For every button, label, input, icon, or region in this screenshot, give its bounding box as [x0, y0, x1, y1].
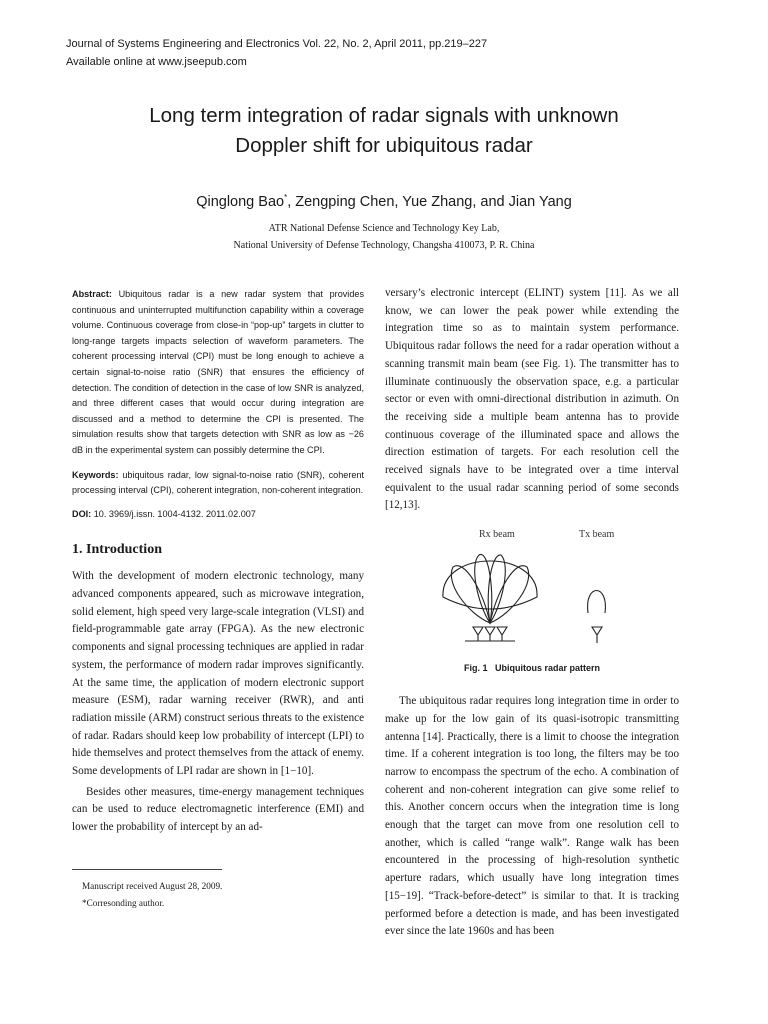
- author-list: [0, 193, 768, 210]
- keywords: [72, 468, 364, 499]
- right-paragraph-2: The ubiquitous radar requires long integration time in order to make up for the low gain of its quasi-isotropic transmitting antenna [14]. Practically, there is a limit to choose the integration time. If a coherent integration is too long, the filters may be too narrow to encompass the spectrum of the echo. A combination of coherent and non-coherent integration can give some relief to this. Another concern occurs when the integration time is long enough that the target can move from one resolution cell to another, which is called “range walk”. Range walk has been encountered in the processing of high-resolution synthetic aperture radars, which usually have long integration times [15−19]. “Track-before-detect” is similar to that. It is tracking performed before a detection is made, and has been investigated ever since the late 1960s and has been: [385, 695, 679, 938]
- author-first: Qinglong Bao: [196, 193, 285, 210]
- footnote-rule: [72, 869, 222, 870]
- footnote-corresponding: *Corresonding author.: [82, 898, 165, 908]
- rx-antenna-array: [465, 627, 515, 641]
- abstract: [72, 287, 364, 459]
- left-column: [72, 287, 364, 837]
- affiliation-line-2: National University of Defense Technology, Changsha 410073, P. R. China: [233, 240, 535, 251]
- figure-1: [385, 525, 679, 690]
- paper-title: [0, 101, 768, 161]
- footnote-received: Manuscript received August 28, 2009.: [82, 881, 223, 891]
- rx-lobe-1: [451, 566, 490, 623]
- figure-caption: [385, 663, 679, 673]
- title-line-2: Doppler shift for ubiquitous radar: [235, 134, 533, 157]
- affiliation: [0, 220, 768, 254]
- radar-pattern-diagram: [385, 525, 679, 660]
- intro-paragraph-1: With the development of modern electronic technology, many advanced components appeared, such as microwave integration, solid element, high speed very large-scale integration (VLSI) and field-programmable gate array (FPGA). As the new electronic components and signal processing techniques are applied in radar system, the performance of modern radar improves significantly. At the same time, the application of modern electronic support measure (ESM), radar warning receiver (RWR), and anti radiation missile (ARM) construct serious threats to the existence of radar. Radars should keep low probability of intercept (LPI) to hide themselves and protect themselves from the attack of enemy. Some developments of LPI radar are shown in [1−10].: [72, 570, 364, 778]
- title-line-1: Long term integration of radar signals with unknown: [149, 104, 619, 127]
- intro-paragraph-2: Besides other measures, time-energy management techniques can be used to reduce electromagnetic interference (EMI) and lower the probability of intercept by an ad-: [72, 785, 364, 834]
- doi-text: 10. 3969/j.issn. 1004-4132. 2011.02.007: [91, 508, 256, 519]
- doi: [72, 507, 364, 523]
- tx-beam-label: Tx beam: [579, 529, 615, 541]
- right-column: [385, 285, 679, 941]
- rx-envelope: [443, 561, 537, 609]
- journal-citation: Journal of Systems Engineering and Electronics Vol. 22, No. 2, April 2011, pp.219–227: [66, 38, 488, 50]
- rx-beam-label: Rx beam: [479, 529, 515, 541]
- corresponding-mark: *: [284, 193, 288, 202]
- keywords-label: Keywords:: [72, 469, 119, 480]
- doi-label: DOI:: [72, 508, 92, 519]
- section-heading-introduction: 1. Introduction: [72, 542, 162, 558]
- figure-caption-label: Fig. 1: [463, 663, 488, 674]
- rx-lobe-4: [490, 566, 529, 623]
- figure-caption-text: Ubiquitous radar pattern: [495, 663, 601, 674]
- keywords-text: ubiquitous radar, low signal-to-noise ratio (SNR), coherent processing interval (CPI), coherent integration, non-coherent integration.: [72, 469, 364, 496]
- abstract-text: Ubiquitous radar is a new radar system that provides continuous and uninterrupted multifunction capability within a coverage volume. Continuous coverage from close-in “pop-up” targets in clutter to long-range targets impacts selection of waveform parameters. The coherent processing interval (CPI) must be long enough to achieve a certain signal-to-noise ratio (SNR) that ensures the efficiency of detection. The condition of detection in the case of low SNR is analyzed, and three different cases that would occur during integration are discussed and a method to determine the CPI is presented. The simulation results show that targets detection with SNR as low as −26 dB in the experimental system can possibly determine the CPI.: [72, 289, 364, 455]
- author-rest: , Zengping Chen, Yue Zhang, and Jian Yang: [287, 193, 572, 210]
- rx-lobe-2: [475, 555, 492, 624]
- affiliation-line-1: ATR National Defense Science and Technology Key Lab,: [268, 223, 500, 234]
- right-paragraph-1: versary’s electronic intercept (ELINT) system [11]. As we all know, we can lower the peak power while extending the integration time so as to maintain system performance. Ubiquitous radar follows the need for a radar operation without a scanning transmit main beam (see Fig. 1). The transmitter has to illuminate continuously the observation space, e.g. a particular sector or even with omni-directional distribution in azimuth. On the receiving side a multiple beam antenna has to provide continuous coverage of the illuminated space and allows the direction estimation of targets. For each resolution cell the received signals have to be integrated over a time interval equivalent to the usual radar scanning period of some seconds [12,13].: [385, 287, 679, 512]
- rx-lobe-3: [488, 555, 505, 623]
- abstract-label: Abstract:: [72, 289, 112, 299]
- footnotes: [72, 869, 364, 912]
- journal-online: Available online at www.jseepub.com: [66, 56, 247, 68]
- tx-beam: [588, 591, 606, 614]
- journal-header: [66, 35, 487, 71]
- tx-antenna: [592, 627, 602, 643]
